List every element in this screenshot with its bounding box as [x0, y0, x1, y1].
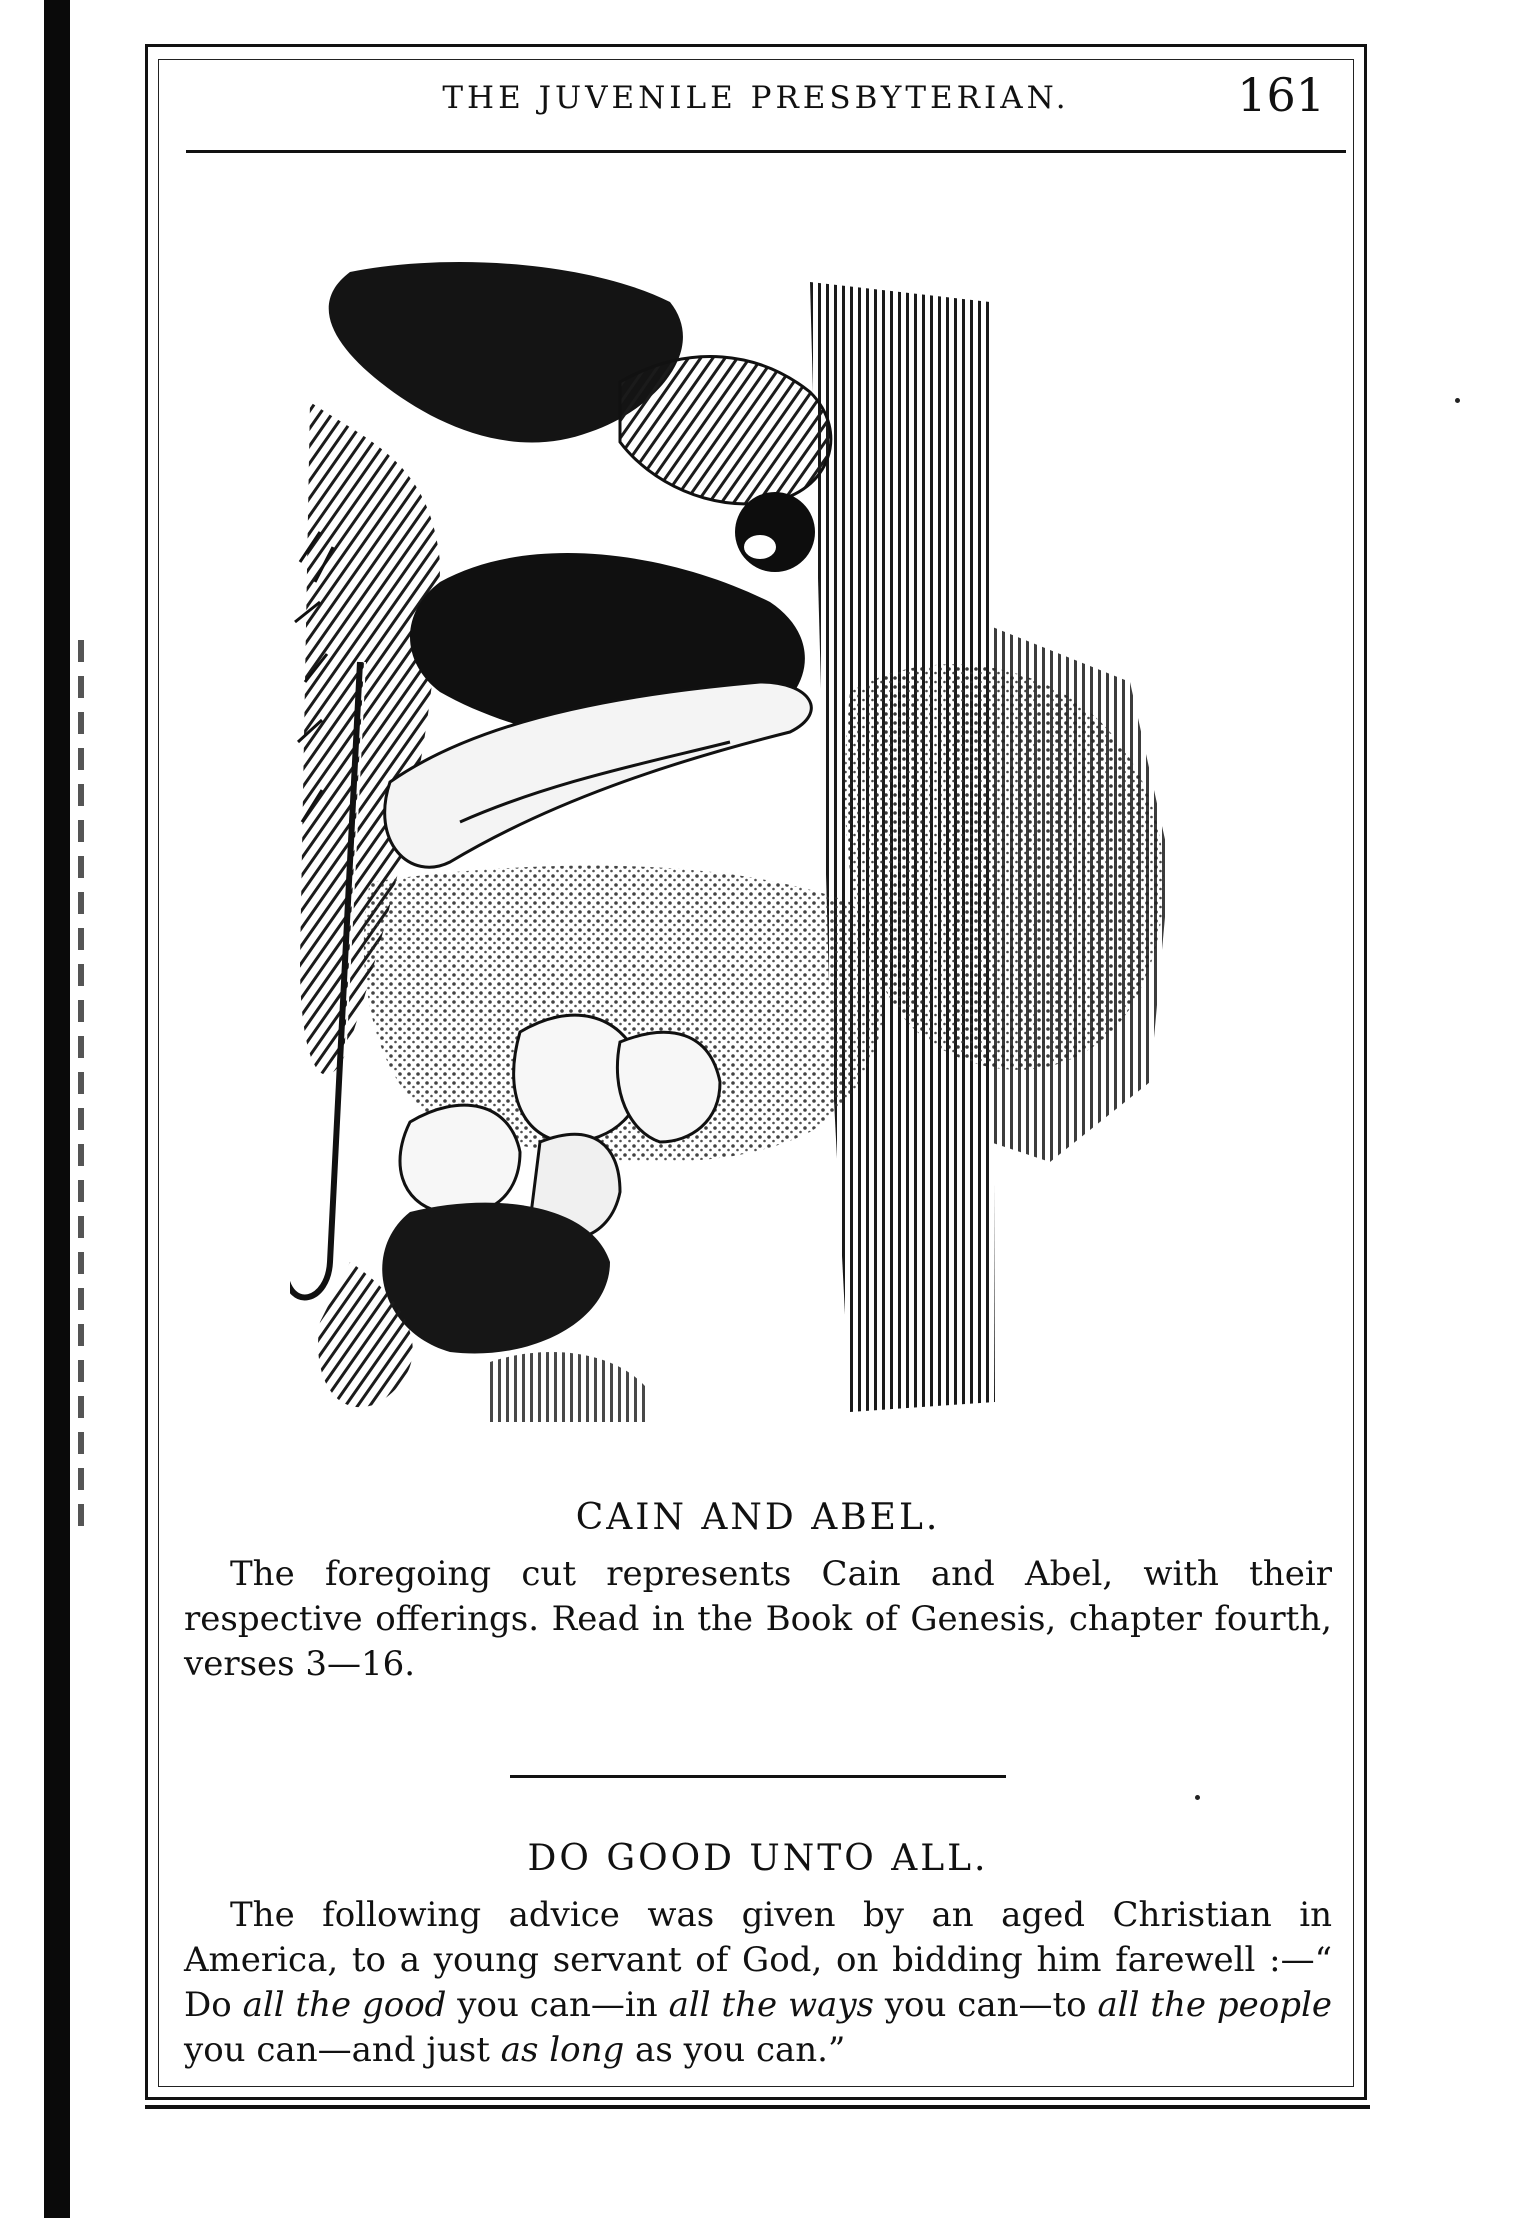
article-title-cain-and-abel: CAIN AND ABEL.	[575, 1497, 941, 1538]
body-text: as you can.”	[624, 2030, 846, 2070]
article-cain-and-abel	[184, 1497, 1332, 1687]
print-speck	[1455, 398, 1460, 403]
body-text: The following advice was given by an aged Christian in America, to a young servant of God, on bidding him farewell :—“ Do	[184, 1895, 1332, 2025]
page-header	[165, 68, 1347, 154]
body-text: you can—and just	[184, 2030, 501, 2070]
body-text: you can—to	[874, 1985, 1098, 2025]
article-body-do-good	[184, 1893, 1332, 2073]
emphasis-text: all the ways	[668, 1985, 874, 2025]
engraving-illustration-icon	[290, 262, 1225, 1442]
running-head: THE JUVENILE PRESBYTERIAN.	[442, 80, 1070, 116]
scan-edge-marks	[78, 640, 84, 1540]
article-body-cain-and-abel: The foregoing cut represents Cain and Abel, with their respective offerings. Read in the Book of Genesis, chapter fourth, verses 3—16.	[184, 1554, 1332, 1684]
article-title-do-good: DO GOOD UNTO ALL.	[527, 1838, 989, 1879]
emphasis-text: all the good	[242, 1985, 447, 2025]
emphasis-text: as long	[500, 2030, 625, 2070]
body-text: you can—in	[446, 1985, 669, 2025]
book-binding-edge	[44, 0, 70, 2218]
emphasis-text: all the people	[1097, 1985, 1332, 2025]
print-speck	[1195, 1795, 1200, 1800]
article-do-good-unto-all	[184, 1838, 1332, 2073]
engraving-illustration	[290, 262, 1225, 1442]
footer-rule	[145, 2105, 1370, 2109]
header-rule	[186, 150, 1346, 153]
page-number: 161	[1237, 68, 1325, 122]
section-divider	[510, 1775, 1006, 1778]
